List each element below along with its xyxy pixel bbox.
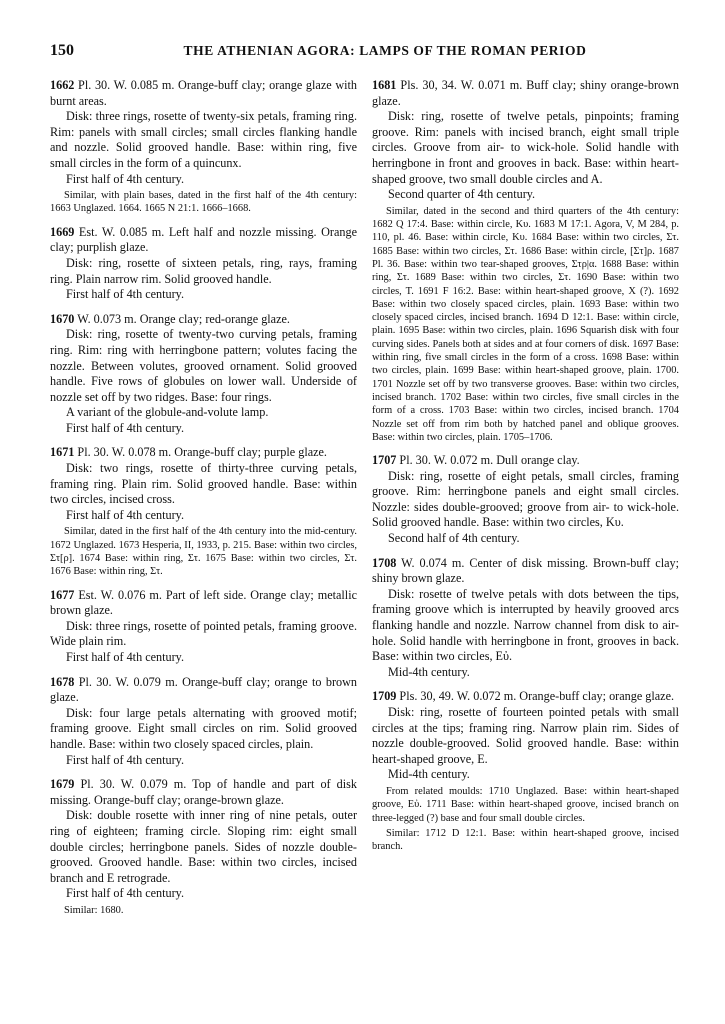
left-column xyxy=(50,78,357,926)
entry-description: Est. W. 0.085 m. Left half and nozzle missing. Orange clay; purplish glaze. xyxy=(50,224,357,255)
catalog-number: 1708 xyxy=(372,555,397,570)
page-header xyxy=(50,42,680,62)
entry-paragraph: Disk: rosette of twelve petals with dots between the tips, framing groove which is interrupted by heavily grooved arcs flanking handle and nozzle. Narrow channel from disk to air-hole. Solid handle with herringbone in front, grooves in back. Base: within two circles, Εὐ. xyxy=(372,586,679,664)
entry-paragraph: Mid-4th century. xyxy=(388,767,470,782)
entry-heading xyxy=(372,78,679,109)
entry-description: Pls. 30, 49. W. 0.072 m. Orange-buff clay; orange glaze. xyxy=(396,689,675,704)
entry-paragraph: A variant of the globule-and-volute lamp. xyxy=(66,405,269,420)
entry-paragraph: Second half of 4th century. xyxy=(388,531,520,546)
page-number: 150 xyxy=(50,42,74,59)
catalog-number: 1707 xyxy=(372,453,397,468)
catalog-entry xyxy=(50,675,357,769)
entry-paragraph: Disk: two rings, rosette of thirty-three curving petals, framing ring. Plain rim. Solid grooved handle. Base: within two circles, incised cross. xyxy=(50,461,357,507)
entry-description: Est. W. 0.076 m. Part of left side. Orange clay; metallic brown glaze. xyxy=(50,587,357,618)
entry-paragraph: Mid-4th century. xyxy=(388,664,470,679)
entry-note: Similar, dated in the first half of the 4th century into the mid-century. 1672 Unglazed. 1673 Hesperia, II, 1933, p. 215. Base: within two circles, Στ[ρ]. 1674 Base: within ring, Στ. 1675 Base: within two circles, Στ. 1676 Base: within ring, Στ. xyxy=(50,526,357,578)
catalog-entry xyxy=(372,453,679,547)
catalog-entry xyxy=(372,78,679,444)
entry-paragraph: First half of 4th century. xyxy=(66,287,185,302)
entry-description: Pl. 30. W. 0.079 m. Top of handle and part of disk missing. Orange-buff clay; orange-brown glaze. xyxy=(50,777,357,807)
catalog-number: 1670 xyxy=(50,311,75,326)
entry-description: W. 0.074 m. Center of disk missing. Brown-buff clay; shiny brown glaze. xyxy=(372,555,679,586)
entry-description: Pls. 30, 34. W. 0.071 m. Buff clay; shiny orange-brown glaze. xyxy=(372,78,679,108)
entry-paragraph: Disk: ring, rosette of sixteen petals, ring, rays, framing ring. Plain narrow rim. Solid grooved handle. xyxy=(50,255,357,286)
catalog-number: 1678 xyxy=(50,674,75,689)
running-title: THE ATHENIAN AGORA: LAMPS OF THE ROMAN PERIOD xyxy=(183,43,587,58)
entry-paragraph: Disk: four large petals alternating with grooved motif; framing groove. Eight small circles on rim. Solid grooved handle. Base: within two closely spaced circles, plain. xyxy=(50,705,357,751)
entry-description: Pl. 30. W. 0.072 m. Dull orange clay. xyxy=(396,453,580,468)
entry-note: From related moulds: 1710 Unglazed. Base: within heart-shaped groove, Εὐ. 1711 Base: within heart-shaped groove, incised branch on three-legged (?) base and four small double circles. xyxy=(372,785,679,824)
entry-heading xyxy=(372,453,679,469)
entry-note: Similar: 1680. xyxy=(64,904,124,916)
entry-paragraph: Disk: three rings, rosette of pointed petals, framing groove. Wide plain rim. xyxy=(50,618,357,649)
catalog-number: 1671 xyxy=(50,445,75,460)
catalog-entry xyxy=(50,445,357,578)
entry-heading xyxy=(50,588,357,619)
entry-paragraph: Disk: three rings, rosette of twenty-six petals, framing ring. Rim: panels with small circles; small circles flanking handle and nozzle. Solid grooved handle. Base: within ring, five small circles in the form of a quincunx. xyxy=(50,109,357,170)
catalog-entry xyxy=(50,588,357,666)
catalog-entry xyxy=(50,78,357,216)
entry-heading xyxy=(50,312,357,328)
entry-heading xyxy=(50,777,357,808)
entry-note: Similar: 1712 D 12:1. Base: within heart-shaped groove, incised branch. xyxy=(372,827,679,853)
entry-paragraph: First half of 4th century. xyxy=(66,171,185,186)
catalog-entry xyxy=(50,225,357,303)
entry-heading xyxy=(372,689,679,705)
catalog-number: 1679 xyxy=(50,777,75,792)
catalog-number: 1662 xyxy=(50,78,75,92)
entry-note: Similar, with plain bases, dated in the first half of the 4th century: 1663 Unglazed. 1664. 1665 N 21:1. 1666–1668. xyxy=(50,190,357,215)
entry-heading xyxy=(50,675,357,706)
entry-paragraph: Disk: ring, rosette of fourteen pointed petals with small circles at the tips; framing ring. Narrow plain rim. Sides of nozzle double-grooved. Solid grooved handle. Base: within heart-shaped groove, E. xyxy=(372,705,679,766)
entry-heading xyxy=(372,556,679,587)
catalog-entry xyxy=(372,689,679,853)
catalog-number: 1677 xyxy=(50,587,75,602)
entry-heading xyxy=(50,225,357,256)
catalog-entry xyxy=(50,312,357,437)
entry-paragraph: Disk: ring, rosette of twenty-two curving petals, framing ring. Rim: ring with herringbone pattern; volutes facing the nozzle. Between volutes, grooved ornament. Solid grooved handle. Five rows of globules on lower wall. Underside of nozzle set off by two ridges. Base: four rings. xyxy=(50,327,357,404)
catalog-number: 1669 xyxy=(50,224,75,239)
entry-paragraph: First half of 4th century. xyxy=(66,886,185,901)
entry-paragraph: Second quarter of 4th century. xyxy=(388,187,536,202)
entry-description: Pl. 30. W. 0.078 m. Orange-buff clay; purple glaze. xyxy=(74,445,327,460)
entry-paragraph: Disk: ring, rosette of twelve petals, pinpoints; framing groove. Rim: panels with incised branch, eight small triple circles. Groove from air- to wick-hole. Solid handle with herringbone in front and grooves in back. Base: within heart-shaped groove, two small double circles and A. xyxy=(372,109,679,186)
entry-paragraph: First half of 4th century. xyxy=(66,650,185,664)
catalog-entry xyxy=(50,777,357,917)
entry-note: Similar, dated in the second and third quarters of the 4th century: 1682 Q 17:4. Base: within circle, Κυ. 1683 M 17:1. Agora, V, M 284, p. 110, pl. 46. Base: within circle, Κυ. 1684 Base: within two circles, Στ. 1685 Base: within two circles, Στ. 1686 Base: within circle, [Στ]ρ. 1687 Pl. 36. Base: within two tear-shaped grooves, Στρ|α. 1688 Base: within ring, Στ. 1689 Base: within two circles, Στ. 1690 Base: within two circles, T. 1691 F 16:2. Base: within heart-shaped groove, X (?). 1692 Base: within two closely spaced circles, plain. 1693 Base: within two closely spaced circles, incised branch. 1694 D 12:1. Base: within circle, plain. 1695 Base: within two circles, plain. 1696 Squarish disk with four curving sides. Panels both at sides and at four corners of disk. 1697 Base: within ring, five small circles in the form of a cross. 1698 Base: within two circles, plain. 1699 Base: within heart-shaped groove, plain. 1700. 1701 Nozzle set off by two transverse grooves. Base: within two circles, incised branch. 1702 Base: within two circles, five small circles in the form of a cross. 1703 Base: within two circles, incised branch. 1704 Nozzle set off from rim both by hatched panel and oblique grooves. Base: within two circles, plain. 1705–1706. xyxy=(372,205,679,443)
entry-paragraph: Disk: double rosette with inner ring of nine petals, outer ring of eighteen; framing circle. Sloping rim: eight small double circles; herringbone panels. Sides of nozzle double-grooved. Grooved handle. Base: within two circles, incised branch and E retrograde. xyxy=(50,808,357,885)
catalog-number: 1681 xyxy=(372,78,397,92)
entry-heading xyxy=(50,78,357,109)
right-column xyxy=(372,78,679,862)
entry-paragraph: Disk: ring, rosette of eight petals, small circles, framing groove. Rim: herringbone panels and eight small circles. Nozzle: sides double-grooved; groove from air- to wick-hole. Solid grooved handle. Base: within two circles, Κυ. xyxy=(372,468,679,530)
entry-paragraph: First half of 4th century. xyxy=(66,752,185,767)
catalog-entry xyxy=(372,556,679,681)
entry-paragraph: First half of 4th century. xyxy=(66,420,185,435)
catalog-number: 1709 xyxy=(372,689,397,704)
entry-description: Pl. 30. W. 0.079 m. Orange-buff clay; orange to brown glaze. xyxy=(50,674,357,705)
entry-description: W. 0.073 m. Orange clay; red-orange glaze. xyxy=(74,311,290,326)
entry-heading xyxy=(50,445,357,461)
entry-description: Pl. 30. W. 0.085 m. Orange-buff clay; orange glaze with burnt areas. xyxy=(50,78,357,108)
entry-paragraph: First half of 4th century. xyxy=(66,507,185,522)
